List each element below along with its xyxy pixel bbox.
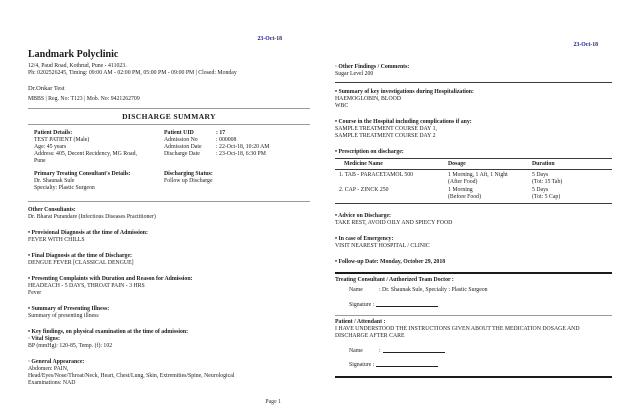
final-diagnosis-section [28, 253, 310, 267]
attendant-statement-line2: DISCHARGE AFTER CARE [335, 333, 405, 339]
key-findings-section [28, 329, 310, 350]
signature-blank-line [376, 302, 438, 307]
page-1 [28, 0, 310, 405]
dosage-schedule: 1 Morning [448, 187, 473, 193]
signature-blank-line [376, 362, 438, 367]
discharging-status-block [164, 171, 310, 192]
provisional-diagnosis-heading: • Provisional Diagnosis at the time of Admission: [28, 230, 148, 236]
dosage-cell [448, 172, 532, 186]
general-appearance-line1: Abdomen: PAIN, [28, 366, 69, 372]
column-duration: Duration [532, 160, 555, 167]
dosage-food-note: (After Food) [448, 178, 478, 185]
dosage-schedule: 1 Morning, 1 Aft, 1 Night [448, 171, 508, 178]
discharging-status-value: Follow up Discharge [164, 178, 213, 184]
general-appearance-line3: Examinations: NAD [28, 380, 76, 386]
presenting-illness-heading: • Summary of Presenting Illness: [28, 306, 110, 312]
hospital-course-line1: SAMPLE TREATMENT COURSE DAY 1, [335, 126, 437, 132]
other-findings-section [335, 64, 612, 78]
duration-days: 5 Days [532, 171, 549, 178]
advice-value: TAKE REST, AVOID OILY AND SPIECY FOOD [335, 220, 453, 226]
medicine-name: 2. CAP - ZINCK 250 [339, 187, 389, 193]
patient-uid-row [164, 130, 310, 137]
divider [28, 108, 310, 109]
name-blank-line [383, 348, 445, 353]
patient-name: TEST PATIENT (Male) [34, 137, 90, 143]
divider-thick [335, 376, 612, 378]
hospital-course-line2: SAMPLE TREATMENT COURSE DAY 2 [335, 133, 436, 139]
table-row [335, 186, 612, 205]
primary-consultant-name: Dr. Shaunak Sule [34, 178, 75, 184]
discharge-date-row [164, 151, 310, 158]
dosage-cell [448, 187, 532, 201]
prescription-heading: • Prescription on discharge: [335, 149, 404, 155]
other-consultants-value: Dr. Bharat Purandare (Infectious Diseases Practitioner) [28, 214, 156, 220]
admission-date-row [164, 144, 310, 151]
admission-no-label: Admission No [164, 137, 198, 143]
column-medicine-name: Medicine Name [344, 160, 383, 167]
general-appearance-line2: Head/Eyes/Nose/Throat/Neck, Heart, Chest/Lung, Skin, Extremities/Spine, Neurological [28, 373, 235, 379]
general-appearance-section [28, 359, 310, 387]
table-row [335, 170, 612, 186]
divider [335, 82, 612, 83]
attendant-statement-line1: I HAVE UNDERSTOOD THE INSTRUCTIONS GIVEN ABOUT THE MEDICATION DOSAGE AND [335, 326, 580, 332]
page-2 [335, 0, 612, 378]
page2-date-stamp: 23-Oct-18 [573, 42, 598, 48]
discharging-status-heading: Discharging Status: [164, 171, 213, 177]
column-dosage: Dosage [448, 160, 466, 167]
hospital-course-section [335, 119, 612, 140]
admission-no-row [164, 137, 310, 144]
emergency-section [335, 236, 612, 250]
clinic-name: Landmark Polyclinic [28, 49, 119, 60]
clinic-address: 12/4, Paud Road, Kothrud, Pune - 411023. [28, 63, 127, 69]
vital-signs-heading: · Vital Signs: [28, 336, 60, 342]
treating-consultant-block [335, 277, 612, 309]
vital-signs-value: BP (mmHg): 120-85, Temp. (f): 102 [28, 343, 113, 349]
page-number: Page 1 [265, 399, 281, 405]
presenting-complaints-line1: HEADEACH - 5 DAYS, THROAT PAIN - 3 HRS [28, 283, 145, 289]
investigations-heading: • Summary of key investigations during Hospitalization: [335, 89, 474, 95]
advice-heading: • Advice on Discharge: [335, 213, 391, 219]
provisional-diagnosis-section [28, 230, 310, 244]
investigations-line1: HAEMOGLOBIN, BLOOD [335, 96, 402, 102]
signature-label: Signature : [349, 362, 375, 368]
presenting-illness-value: Summary of presenting illness [28, 313, 99, 319]
investigations-section [335, 89, 612, 110]
provisional-diagnosis-value: FEVER WITH CHILLS [28, 237, 85, 243]
presenting-illness-section [28, 306, 310, 320]
followup-date-line: • Follow-up Date: Monday, October 29, 2018 [335, 259, 446, 265]
name-colon: : [379, 348, 381, 354]
attendant-signature-row [335, 362, 612, 369]
patient-address-line2: Pune [34, 158, 46, 164]
patient-address-line1: Address: 405, Decent Recidency, MG Road, [34, 151, 137, 157]
general-appearance-heading: · General Appearance: [28, 359, 85, 365]
prescription-table-header [335, 158, 612, 170]
admission-no-value: : 000008 [216, 137, 237, 143]
presenting-complaints-line2: Fever [28, 290, 42, 296]
signature-label: Signature : [349, 302, 375, 308]
doctor-credentials: MBBS | Reg. No: T123 | Mob. No: 9421262709 [28, 96, 140, 102]
emergency-heading: • In case of Emergency: [335, 236, 394, 242]
duration-cell [532, 172, 612, 186]
dosage-food-note: (Before Food) [448, 194, 482, 200]
key-findings-heading: • Key findings, on physical examination at the time of admission: [28, 329, 189, 335]
divider [28, 124, 310, 125]
patient-uid-value: : 17 [216, 130, 226, 136]
primary-consultant-specialty: Specialty: Plastic Surgeon [34, 185, 95, 191]
divider [335, 315, 612, 316]
patient-info-columns [28, 130, 310, 165]
patient-attendant-block [335, 319, 612, 369]
treating-consultant-heading: Treating Consultant / Authorized Team Doctor : [335, 277, 454, 283]
patient-age: Age: 45 years [34, 144, 67, 150]
presenting-complaints-heading: • Presenting Complaints with Duration and Reason for Admission: [28, 276, 193, 282]
investigations-line2: WBC [335, 103, 349, 109]
prescription-table [335, 158, 612, 204]
consultant-name-row [335, 287, 612, 294]
primary-consultant-heading: Primary Treating Consultant's Details: [34, 171, 131, 177]
attendant-name-row [335, 348, 612, 355]
divider [28, 201, 310, 202]
hospital-course-heading: • Course in the Hospital including complications if any: [335, 119, 472, 125]
prescription-section [335, 149, 612, 204]
patient-details-block [28, 130, 164, 165]
advice-section [335, 213, 612, 227]
clinic-phone-timing: Ph: 0202526245, Timing: 09:00 AM - 02:00 PM, 05:00 PM - 09:00 PM | Closed: Monday [28, 70, 237, 76]
discharge-date-label: Discharge Date [164, 151, 200, 157]
primary-consultant-block [28, 171, 164, 192]
patient-details-heading: Patient Details: [34, 130, 73, 136]
other-consultants-section [28, 207, 310, 221]
name-label: Name [349, 287, 363, 293]
page1-date-stamp: 23-Oct-18 [257, 36, 282, 42]
medicine-name: 1. TAB - PARACETAMOL 500 [339, 171, 414, 178]
duration-total: (Tot: 5 Cap) [532, 194, 561, 200]
emergency-value: VISIT NEAREST HOSPITAL / CLINIC [335, 243, 430, 249]
patient-attendant-heading: Patient / Attendant : [335, 319, 386, 325]
duration-cell [532, 187, 612, 201]
presenting-complaints-section [28, 276, 310, 297]
name-label: Name [349, 348, 363, 354]
document-title: DISCHARGE SUMMARY [122, 112, 216, 121]
duration-total: (Tot: 15 Tab) [532, 178, 563, 185]
admission-date-value: : 22-Oct-18, 10:20 AM [216, 144, 270, 150]
final-diagnosis-value: DENGUE FEVER [CLASSICAL DENGUE] [28, 260, 134, 266]
admission-date-label: Admission Date [164, 144, 202, 150]
divider-thick [335, 272, 612, 274]
consultant-status-columns [28, 171, 310, 192]
final-diagnosis-heading: • Final Diagnosis at the time of Discharge: [28, 253, 132, 259]
doctor-name: Dr.Onkar Test [28, 85, 65, 92]
other-findings-value: Sugar Level 200 [335, 71, 374, 77]
duration-days: 5 Days [532, 187, 549, 193]
consultant-name-value: : Dr. Shaunak Sule, Specialty : Plastic Surgeon [379, 287, 488, 293]
other-findings-heading: · Other Findings / Comments: [335, 64, 410, 70]
consultant-signature-row [335, 302, 612, 309]
other-consultants-heading: Other Consultants: [28, 207, 76, 213]
discharge-date-value: : 23-Oct-18, 6:30 PM [216, 151, 266, 157]
admission-details-block [164, 130, 310, 165]
patient-uid-label: Patient UID [164, 130, 194, 136]
